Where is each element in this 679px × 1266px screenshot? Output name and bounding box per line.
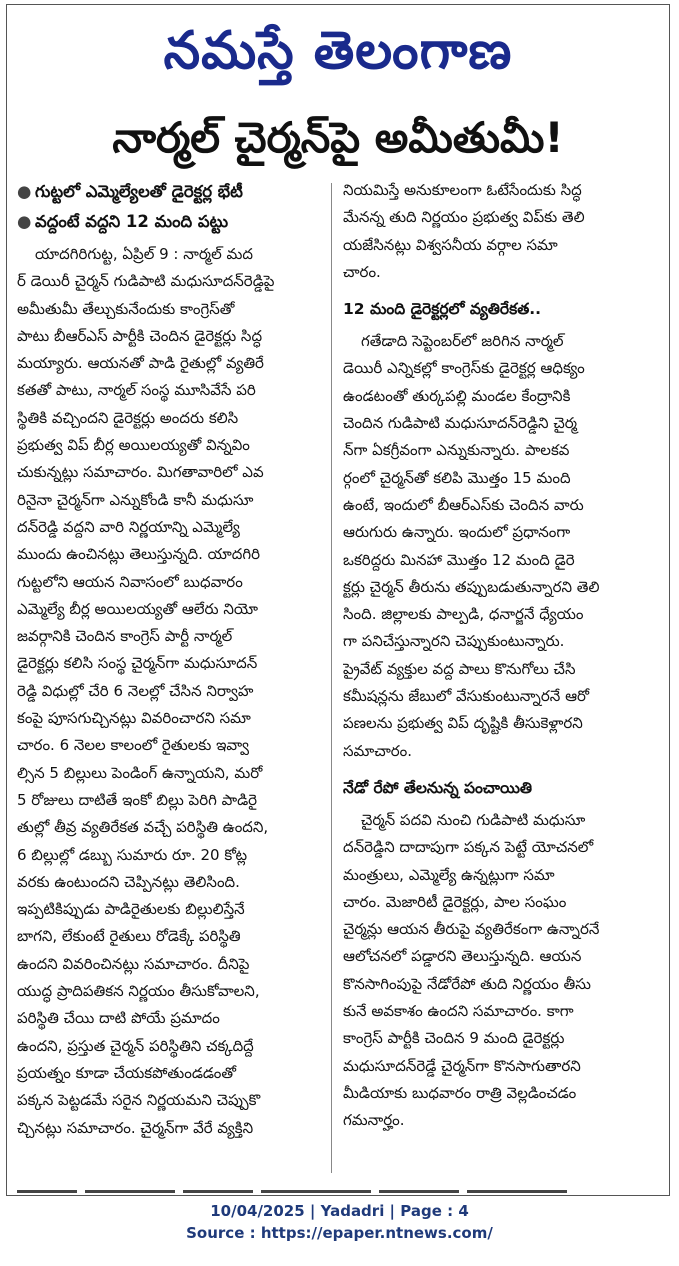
text-line: కొనసాగింపుపై నేడోరేపో తుది నిర్ణయం తీసు [343, 974, 591, 993]
text-line: సింది. జిల్లాలకు పాల్పడి, ధనార్జనే ధ్యేయం [343, 605, 584, 624]
bullet-item: ● గుట్టలో ఎమ్మెల్యేలతో డైరెక్టర్ల భేటీ [17, 177, 323, 207]
article-body-left [17, 241, 323, 1142]
text-line: రినైనా చైర్మన్‌గా ఎన్నుకోండి కానీ మధుసూ [17, 490, 254, 509]
text-line: ర్ డెయిరీ చైర్మన్ గుడిపాటి మధుసూదన్‌రెడ్డిపై [17, 272, 275, 291]
bullet-list [17, 177, 323, 237]
text-line: మంత్రులు, ఎమ్మెల్యే ఉన్నట్లుగా సమా [343, 865, 555, 884]
article-section-decision [343, 807, 655, 1135]
text-line: మయ్యారు. ఆయనతో పాడి రైతుల్లో వ్యతిరే [17, 354, 264, 373]
text-line: నియమిస్తే అనుకూలంగా ఓటేసేందుకు సిద్ధ [343, 181, 582, 199]
text-line: ఆరుగురు ఉన్నారు. ఇందులో ప్రధానంగా [343, 523, 571, 542]
text-line: కంపై పూసగుచ్చినట్లు వివరించారని సమా [17, 709, 251, 728]
bullet-item: ● వద్దంటే వద్దని 12 మంది పట్టు [17, 207, 323, 237]
clipping-footer [0, 1200, 679, 1244]
text-line: యజేసినట్లు విశ్వసనీయ వర్గాల సమా [343, 235, 558, 254]
column-divider [331, 183, 332, 1173]
article-section-opposition [343, 328, 655, 765]
text-line: అమీతుమీ తేల్చుకునేందుకు కాంగ్రెస్‌తో [17, 299, 235, 318]
text-line: ల్సిన 5 బిల్లులు పెండింగ్ ఉన్నాయని, మరో [17, 763, 263, 782]
text-line: ఆలోచనలో పడ్డారని తెలుస్తున్నది. ఆయన [343, 947, 582, 966]
text-line: ముందు ఉంచినట్లు తెలుస్తున్నది. యాదగిరి [17, 545, 261, 564]
bullet-icon: ● [17, 182, 32, 201]
text-line: కతతో పాటు, నార్మల్ సంస్థ మూసివేసే పరి [17, 381, 256, 400]
text-line: సమాచారం. [343, 741, 413, 760]
text-line: బాగని, లేకుంటే రైతులు రోడెక్కే పరిస్థితి [17, 927, 241, 946]
text-line: చుకున్నట్లు సమాచారం. మిగతావారిలో ఎవ [17, 463, 264, 482]
text-line: గమనార్హం. [343, 1111, 405, 1130]
text-line: ఉంటే, ఇందులో బీఆర్‌ఎస్‌కు చెందిన వారు [343, 495, 584, 514]
text-line: యాదగిరిగుట్ట, ఏప్రిల్ 9 : నార్మల్ మద [35, 245, 253, 263]
text-line: వరకు ఉంటుందని చెప్పినట్లు తెలిసింది. [17, 872, 240, 891]
subheading-opposition: 12 మంది డైరెక్టర్లలో వ్యతిరేకత.. [343, 300, 542, 319]
text-line: ఉండటంతో తుర్కపల్లి మండల కేంద్రానికి [343, 386, 571, 405]
text-line: గుట్టలోని ఆయన నివాసంలో బుధవారం [17, 572, 243, 591]
text-line: పాటు బీఆర్‌ఎస్ పార్టీకి చెందిన డైరెక్టర్లు సిద్ధ [17, 326, 263, 345]
text-line: గతేడాది సెప్టెంబర్‌లో జరిగిన నార్మల్ [361, 332, 564, 351]
text-line: మీడియాకు బుధవారం రాత్రి వెల్లడించడం [343, 1083, 577, 1102]
text-line: చెందిన గుడిపాటి మధుసూదన్‌రెడ్డిని చైర్మ [343, 414, 577, 433]
text-line: ఎమ్మెల్యే బీర్ల అయిలయ్యతో ఆలేరు నియో [17, 599, 258, 618]
text-line: కునే అవకాశం ఉందని సమాచారం. కాగా [343, 1002, 574, 1021]
text-line: పరిస్థితి చేయి దాటి పోయే ప్రమాదం [17, 1009, 220, 1028]
text-line: యుద్ధ ప్రాదిపతికన నిర్ణయం తీసుకోవాలని, [17, 982, 260, 1001]
text-line: ఇప్పటికిప్పుడు పాడిరైతులకు బిల్లులిస్తేనే [17, 900, 245, 919]
text-line: తుల్లో తీవ్ర వ్యతిరేకత వచ్చే పరిస్థితి ఉందని, [17, 818, 269, 837]
text-line: కాంగ్రెస్ పార్టీకి చెందిన 9 మంది డైరెక్టర్లు [343, 1029, 565, 1048]
text-line: మధుసూదన్‌రెడ్డే చైర్మన్‌గా కొనసాగుతారని [343, 1056, 581, 1075]
text-line: చ్చినట్లు సమాచారం. చైర్మన్‌గా వేరే వ్యక్తిని [17, 1118, 254, 1137]
text-line: ప్రైవేట్ వ్యక్తుల వద్ద పాలు కొనుగోలు చేసి [343, 659, 576, 678]
text-line: 6 బిల్లుల్లో డబ్బు సుమారు రూ. 20 కోట్ల [17, 845, 248, 864]
text-line: చైర్మన్ పదవి నుంచి గుడిపాటి మధుసూ [361, 810, 586, 829]
text-line: స్థితికి వచ్చిందని డైరెక్టర్లు అందరు కలిసి [17, 408, 239, 427]
footer-source-link[interactable]: Source : https://epaper.ntnews.com/ [186, 1224, 493, 1242]
bullet-icon: ● [17, 212, 32, 231]
text-line: గా పనిచేస్తున్నారని చెప్పుకుంటున్నారు. [343, 632, 565, 651]
text-line: ప్రభుత్వ విప్ బీర్ల అయిలయ్యతో విన్నవిం [17, 436, 250, 455]
text-line: ఉందని వివరించినట్లు సమాచారం. దీనిపై [17, 954, 250, 973]
text-line: జవర్గానికి చెందిన కాంగ్రెస్ పార్టీ నార్మల్ [17, 627, 233, 646]
text-line: చారం. మెజారిటీ డైరెక్టర్లు, పాల సంఘం [343, 892, 567, 911]
text-line: రెడ్డి విధుల్లో చేరి 6 నెలల్లో చేసిన నిర్వాహ [17, 681, 254, 700]
text-line: పక్కన పెట్టడమే సరైన నిర్ణయమని చెప్పుకొ [17, 1091, 261, 1110]
text-line: ఉందని, ప్రస్తుత చైర్మన్ పరిస్థితిని చక్కదిద్దే [17, 1036, 254, 1055]
newspaper-clipping [6, 4, 670, 1196]
masthead-logo: నమస్తే తెలంగాణ [163, 21, 513, 81]
text-line: దన్‌రెడ్డిని దాదాపుగా పక్కన పెట్టే యోచనలో [343, 838, 594, 857]
text-line: కమీషన్లను జేబులో వేసుకుంటున్నారనే ఆరో [343, 687, 590, 706]
text-line: క్టర్లు చైర్మన్ తీరును తప్పుబడుతున్నారని తెలి [343, 577, 600, 596]
text-line: ప్రయత్నం కూడా చేయకపోతుండడంతో [17, 1063, 237, 1082]
text-line: చారం. [343, 262, 381, 281]
text-line: ర్గంలో చైర్మన్‌తో కలిపి మొత్తం 15 మంది [343, 468, 571, 487]
text-line: న్‌గా ఏకగ్రీవంగా ఎన్నుకున్నారు. పాలకవ [343, 441, 570, 460]
text-line: 5 రోజులు దాటితే ఇంకో బిల్లు పెరిగి పాడిరై [17, 790, 258, 809]
cut-off-next-headline [17, 1181, 659, 1193]
article-body-right-intro [343, 177, 655, 286]
footer-date-edition: 10/04/2025 | Yadadri | Page : 4 [210, 1202, 469, 1220]
text-line: ఒకరిద్దరు మినహా మొత్తం 12 మంది డైరె [343, 550, 575, 569]
text-line: చైర్మన్లు ఆయన తీరుపై వ్యతిరేకంగా ఉన్నారనే [343, 920, 600, 939]
right-column [343, 177, 655, 1189]
headline: నార్మల్ చైర్మన్‌పై అమీతుమీ! [112, 113, 564, 162]
text-line: పణలను ప్రభుత్వ విప్ దృష్టికి తీసుకెళ్లారని [343, 714, 583, 733]
text-line: మేనన్న తుది నిర్ణయం ప్రభుత్వ విప్‌కు తెలి [343, 208, 585, 227]
subheading-decision: నేడో రేపో తేలనున్న పంచాయితి [343, 778, 533, 797]
left-column [17, 177, 323, 1189]
text-line: చారం. 6 నెలల కాలంలో రైతులకు ఇవ్వా [17, 736, 250, 755]
text-line: డెయిరీ ఎన్నికల్లో కాంగ్రెస్‌కు డైరెక్టర్ల ఆధిక్యం [343, 359, 585, 378]
text-line: డైరెక్టర్లు కలిసి సంస్థ చైర్మన్‌గా మధుసూదన్ [17, 654, 258, 673]
text-line: దన్‌రెడ్డి వద్దని వారి నిర్ణయాన్ని ఎమ్మెల్యే [17, 517, 240, 536]
